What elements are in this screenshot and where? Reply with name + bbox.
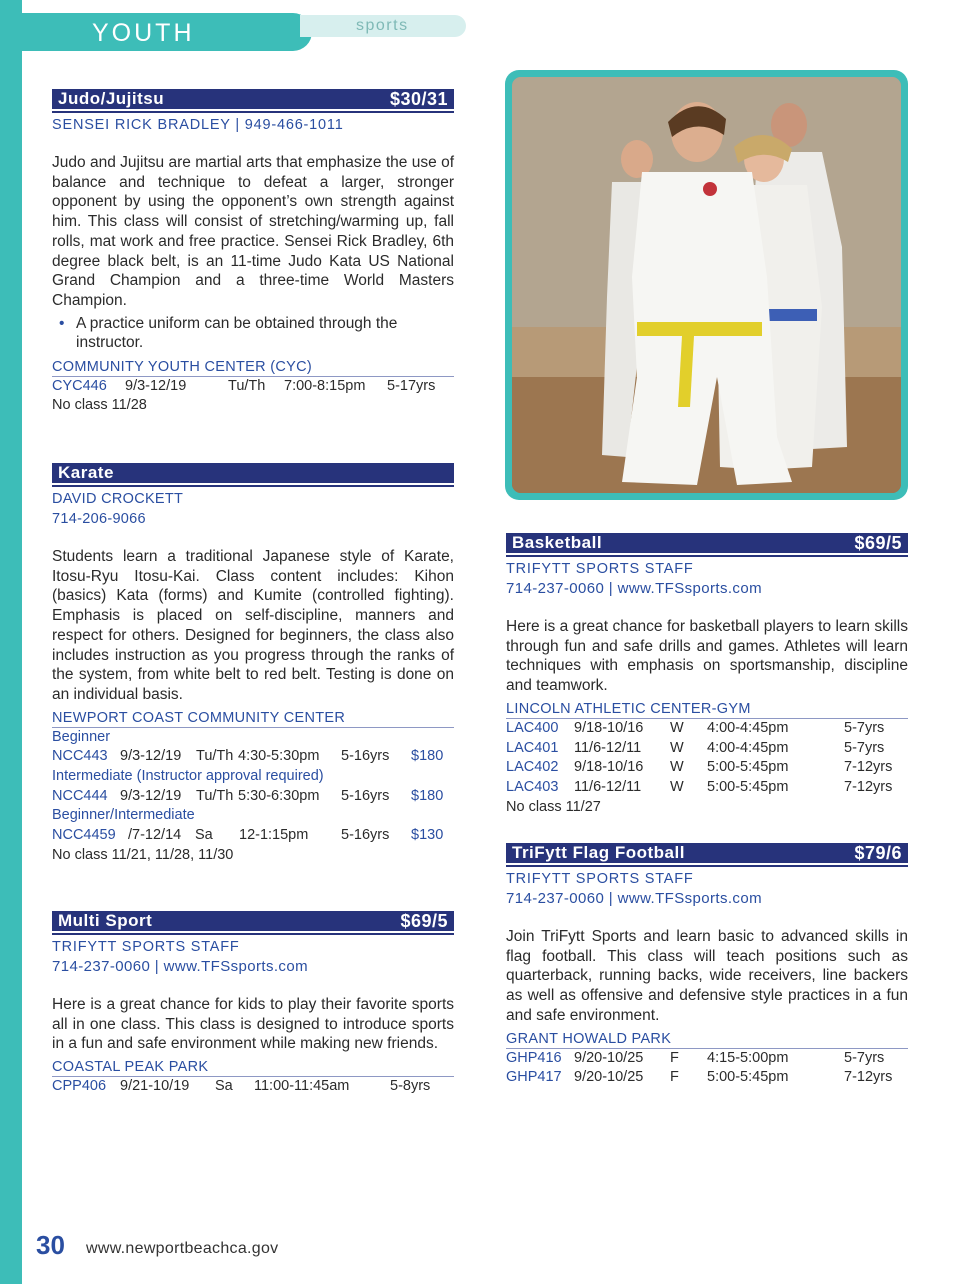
session-time: 4:15-5:00pm <box>707 1049 789 1066</box>
session-price: $130 <box>411 827 444 844</box>
session-dates: /7-12/14 <box>128 827 182 844</box>
flagfootball-session-row <box>506 1049 908 1069</box>
flagfootball-price: $79/6 <box>854 842 902 863</box>
session-age: 7-12yrs <box>844 1069 893 1086</box>
section-title: YOUTH <box>92 19 195 47</box>
side-accent-bar <box>0 0 22 1284</box>
session-code: NCC444 <box>52 787 108 804</box>
session-age: 5-7yrs <box>844 1049 885 1066</box>
level-label: Intermediate (Instructor approval required) <box>52 768 324 784</box>
multisport-header <box>52 911 454 933</box>
basketball-session-row <box>506 719 908 739</box>
karate-location: NEWPORT COAST COMMUNITY CENTER <box>52 709 454 728</box>
judo-bullet: • A practice uniform can be obtained through the instructor. <box>52 314 454 352</box>
session-code: NCC443 <box>52 748 108 765</box>
basketball-header <box>506 533 908 555</box>
session-day: Tu/Th <box>196 748 234 765</box>
judo-location: COMMUNITY YOUTH CENTER (CYC) <box>52 358 454 377</box>
session-code: GHP417 <box>506 1069 562 1086</box>
page-number: 30 <box>36 1230 65 1260</box>
session-dates: 9/20-10/25 <box>574 1049 644 1066</box>
flagfootball-description: Join TriFytt Sports and learn basic to advanced skills in flag football. This class will teach positions such as quarterback, running backs, wide receivers, line backers as well as offensive and defensive style practices in a fun and safe environment. <box>506 928 908 1024</box>
session-age: 7-12yrs <box>844 759 893 776</box>
basketball-session-row <box>506 778 908 798</box>
session-age: 5-7yrs <box>844 739 885 756</box>
session-price: $180 <box>411 787 444 804</box>
judo-price: $30/31 <box>389 88 448 109</box>
karate-section <box>52 463 454 865</box>
session-age: 5-7yrs <box>844 719 885 736</box>
karate-header <box>52 463 454 485</box>
flagfootball-instructor: TRIFYTT SPORTS STAFF <box>506 871 694 887</box>
basketball-location: LINCOLN ATHLETIC CENTER-GYM <box>506 700 908 719</box>
judo-session-row <box>52 377 454 397</box>
session-dates: 11/6-12/11 <box>574 778 642 795</box>
session-code: LAC402 <box>506 759 559 776</box>
flagfootball-title: TriFytt Flag Football <box>512 843 685 862</box>
judo-instructor: SENSEI RICK BRADLEY | 949-466-1011 <box>52 117 344 133</box>
note-text: No class 11/21, 11/28, 11/30 <box>52 846 234 863</box>
multisport-instructor: TRIFYTT SPORTS STAFF <box>52 939 240 955</box>
session-code: NCC4459 <box>52 827 116 844</box>
session-day: Tu/Th <box>228 377 266 394</box>
session-day: W <box>670 759 684 776</box>
karate-title: Karate <box>58 463 114 482</box>
flagfootball-location: GRANT HOWALD PARK <box>506 1030 908 1049</box>
session-time: 5:00-5:45pm <box>707 778 789 795</box>
session-age: 5-16yrs <box>341 748 390 765</box>
multisport-location: COASTAL PEAK PARK <box>52 1058 454 1077</box>
subsection-tab <box>300 15 466 37</box>
session-time: 7:00-8:15pm <box>284 377 366 394</box>
flagfootball-header <box>506 843 908 865</box>
level-label: Beginner <box>52 728 111 745</box>
footer-website-link[interactable]: www.newportbeachca.gov <box>86 1240 279 1257</box>
karate-level-label <box>52 767 454 787</box>
session-day: Sa <box>195 827 213 844</box>
basketball-section <box>506 533 908 817</box>
session-code: CPP406 <box>52 1078 107 1095</box>
multisport-description: Here is a great chance for kids to play their favorite sports all in one class. This class is designed to introduce sports in a fun and safe environment while making new friends. <box>52 996 454 1053</box>
karate-description: Students learn a traditional Japanese style of Karate, Itosu-Ryu Itosu-Kai. Class content includes: Kihon (basics) Kata (forms) and Kumite (controlled fighting). Emphasis is placed on self-discipline, manners and respect for others. Designed for beginners, the class also includes instruction as you progress through the ranks of the system, from white belt to red belt. Testing is done on an individual basis. <box>52 548 454 703</box>
session-day: Tu/Th <box>196 787 234 804</box>
section-tab <box>22 13 312 51</box>
session-day: W <box>670 739 684 756</box>
flagfootball-section <box>506 843 908 1088</box>
session-code: LAC400 <box>506 719 559 736</box>
session-time: 11:00-11:45am <box>254 1078 350 1095</box>
session-day: W <box>670 719 684 736</box>
karate-note <box>52 846 454 866</box>
subsection-title: sports <box>356 17 409 34</box>
session-time: 5:30-6:30pm <box>238 787 320 804</box>
karate-session-row <box>52 787 454 807</box>
session-age: 5-16yrs <box>341 787 390 804</box>
session-time: 4:00-4:45pm <box>707 719 789 736</box>
session-dates: 9/18-10/16 <box>574 759 644 776</box>
judo-section <box>52 89 454 416</box>
basketball-session-row <box>506 758 908 778</box>
basketball-instructor: TRIFYTT SPORTS STAFF <box>506 561 694 577</box>
session-dates: 9/3-12/19 <box>120 787 182 804</box>
karate-level-label <box>52 728 454 748</box>
note-text: No class 11/27 <box>506 798 601 815</box>
basketball-description: Here is a great chance for basketball players to learn skills through fun and safe drills and games. Athletes will learn techniques with emphasis on sportsmanship, discipline and teamwork. <box>506 618 908 695</box>
session-time: 4:30-5:30pm <box>238 748 320 765</box>
multisport-price: $69/5 <box>400 910 448 931</box>
session-dates: 9/18-10/16 <box>574 719 644 736</box>
note-text: No class 11/28 <box>52 397 147 414</box>
session-code: GHP416 <box>506 1049 562 1066</box>
session-dates: 9/3-12/19 <box>120 748 182 765</box>
multisport-section <box>52 911 454 1097</box>
session-dates: 9/3-12/19 <box>125 377 187 394</box>
basketball-contact: 714-237-0060 | www.TFSsports.com <box>506 580 762 597</box>
flagfootball-contact: 714-237-0060 | www.TFSsports.com <box>506 890 762 907</box>
session-dates: 9/21-10/19 <box>120 1078 190 1095</box>
session-age: 5-16yrs <box>341 827 390 844</box>
session-age: 5-8yrs <box>390 1078 431 1095</box>
martial-arts-students-illustration <box>512 77 901 493</box>
multisport-title: Multi Sport <box>58 911 153 930</box>
session-day: F <box>670 1049 679 1066</box>
session-code: LAC401 <box>506 739 559 756</box>
session-day: Sa <box>215 1078 233 1095</box>
basketball-title: Basketball <box>512 533 603 552</box>
multisport-session-row <box>52 1077 454 1097</box>
session-day: F <box>670 1069 679 1086</box>
session-day: W <box>670 778 684 795</box>
level-label: Beginner/Intermediate <box>52 807 195 824</box>
session-age: 7-12yrs <box>844 778 893 795</box>
session-time: 4:00-4:45pm <box>707 739 789 756</box>
karate-session-row <box>52 747 454 767</box>
basketball-price: $69/5 <box>854 532 902 553</box>
karate-phone: 714-206-9066 <box>52 511 146 527</box>
karate-instructor: DAVID CROCKETT <box>52 491 184 507</box>
session-time: 5:00-5:45pm <box>707 1069 789 1086</box>
judo-header <box>52 89 454 111</box>
karate-level-label <box>52 806 454 826</box>
session-code: LAC403 <box>506 778 559 795</box>
karate-session-row <box>52 826 454 846</box>
judo-title: Judo/Jujitsu <box>58 89 165 108</box>
session-time: 12-1:15pm <box>239 827 309 844</box>
karate-photo-frame <box>505 70 908 500</box>
karate-photo <box>512 77 901 493</box>
session-time: 5:00-5:45pm <box>707 759 789 776</box>
session-dates: 9/20-10/25 <box>574 1069 644 1086</box>
session-dates: 11/6-12/11 <box>574 739 642 756</box>
session-price: $180 <box>411 748 444 765</box>
judo-description: Judo and Jujitsu are martial arts that emphasize the use of balance and technique to defeat a larger, stronger opponent by using the opponent’s own strength against him. This class will consist of stretching/warming up, fall rolls, mat work and free practice. Sensei Rick Bradley, 6th degree black belt, is an 11-time Judo Kata US National Grand Champion and a three-time World Masters Champion. <box>52 154 454 309</box>
flagfootball-session-row <box>506 1068 908 1088</box>
basketball-note <box>506 798 908 818</box>
judo-note <box>52 396 454 416</box>
session-age: 5-17yrs <box>387 377 436 394</box>
session-code: CYC446 <box>52 377 107 394</box>
multisport-contact: 714-237-0060 | www.TFSsports.com <box>52 958 308 975</box>
basketball-session-row <box>506 739 908 759</box>
